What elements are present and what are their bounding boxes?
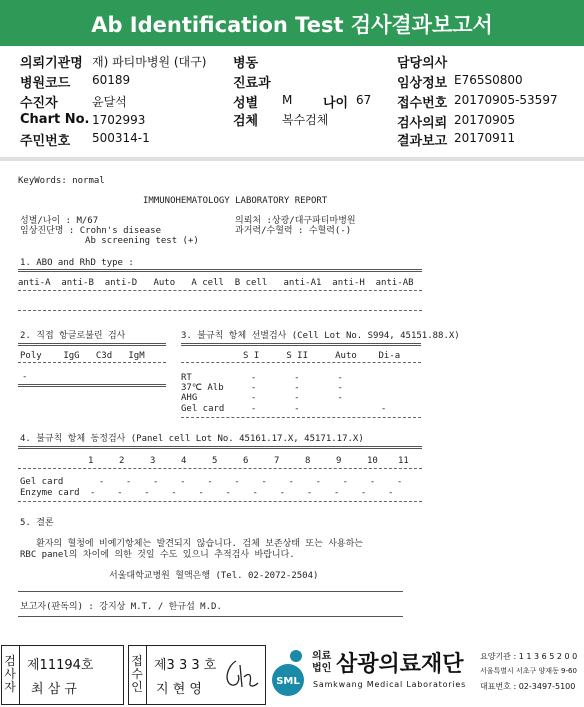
receipt-no-value: 20170905-53597 (454, 93, 558, 107)
inspector-name: 최 삼 규 (31, 682, 77, 697)
org-prefix-2: 법인 (312, 663, 332, 674)
section-1-rule-mid (18, 290, 422, 291)
sex-age-line: 성별/나이 : M/67 (20, 216, 99, 226)
section-2-rule-top (18, 343, 166, 346)
age-label: 나이 (323, 96, 349, 111)
section-4-rule-mid (18, 468, 422, 469)
specimen-value: 복수검체 (282, 113, 329, 127)
panel-cell-number: 5 (212, 456, 218, 466)
approver-char: 인 (131, 680, 143, 694)
reporter-rule-top (18, 591, 403, 592)
section-4-title: 4. 불규칙 항체 동정검사 (Panel cell Lot No. 45161.17.X, 45171.17.X) (20, 434, 364, 444)
title-bar (0, 0, 584, 46)
approver-char: 수 (131, 667, 143, 681)
panel-cell-number: 4 (181, 456, 187, 466)
panel-cell-number: 7 (274, 456, 280, 466)
section-1-rule-bottom (18, 310, 422, 311)
panel-cell-number: 8 (305, 456, 311, 466)
approver-char: 접 (131, 654, 143, 668)
institution-line: 서울대학교병원 혈액은행 (Tel. 02-2072-2504) (109, 571, 319, 581)
report-header (0, 46, 584, 161)
doctor-label: 담당의사 (397, 56, 448, 71)
panel-cell-number: 9 (336, 456, 342, 466)
section-4-row-values: - - - - - - - - - - - - (88, 477, 403, 487)
section-1-rule-top (18, 269, 422, 272)
clinical-info-label: 임상정보 (397, 76, 448, 91)
receipt-no-label: 접수번호 (397, 96, 448, 111)
panel-cell-number: 11 (398, 456, 409, 466)
resident-no-label: 주민번호 (20, 134, 71, 149)
section-3-row-label: AHG (181, 393, 198, 403)
facility-code: 요양기관 : 1 1 3 6 5 2 0 0 (480, 652, 578, 661)
panel-cell-number: 10 (367, 456, 378, 466)
hospital-label: 의뢰기관명 (20, 56, 83, 71)
approver-name: 지 현 영 (156, 682, 202, 697)
section-2-columns: Poly IgG C3d IgM (20, 351, 145, 361)
section-2-rule-bottom (18, 384, 166, 387)
section-3-rule-bottom (181, 417, 421, 418)
patient-label: 수진자 (20, 96, 58, 111)
section-3-row-label: RT (181, 373, 192, 383)
signature-icon (218, 657, 260, 691)
inspector-char: 사 (4, 667, 16, 681)
org-prefix-1: 의료 (312, 651, 332, 662)
report-date-value: 20170911 (454, 131, 516, 145)
section-3-row-label: Gel card (181, 404, 225, 414)
diagnosis-line-1: 임상진단명 : Crohn's disease (20, 226, 162, 236)
hospital-value: 재) 파티마병원 (대구) (92, 55, 207, 69)
sex-label: 성별 (233, 96, 259, 111)
section-3-columns: S I S II Auto Di-a (243, 351, 401, 361)
phone: 대표번호 : 02-3497-5100 (480, 682, 576, 691)
keywords: KeyWords: normal (18, 176, 105, 186)
report-body (0, 161, 584, 633)
footer (0, 645, 584, 707)
inspector-char: 자 (4, 680, 16, 694)
chart-no-label: Chart No. (20, 112, 90, 127)
request-date-label: 검사의뢰 (397, 116, 448, 131)
patient-value: 윤달석 (92, 95, 127, 109)
specimen-label: 검체 (233, 114, 259, 129)
section-3-row-values: - - - (240, 373, 343, 383)
hospital-code-label: 병원코드 (20, 76, 71, 91)
org-name: 삼광의료재단 (336, 652, 464, 677)
sex-value: M (282, 93, 293, 107)
sml-logo-icon (268, 648, 314, 700)
report-heading: IMMUNOHEMATOLOGY LABORATORY REPORT (143, 196, 328, 206)
report-date-label: 결과보고 (397, 134, 448, 149)
section-1-title: 1. ABO and RhD type : (20, 258, 134, 268)
age-value: 67 (356, 93, 372, 107)
section-3-row-values: - - - (240, 404, 387, 414)
panel-cell-number: 1 (88, 456, 94, 466)
page-title: Ab Identification Test 검사결과보고서 (91, 13, 493, 37)
svg-text:SML: SML (276, 676, 300, 687)
inspector-char: 검 (4, 654, 16, 668)
org-english-name: Samkwang Medical Laboratories (313, 680, 467, 689)
section-3-rule-top (181, 343, 421, 346)
reporter-rule-bottom (18, 616, 403, 617)
reporter-line: 보고자(판독의) : 강지상 M.T. / 한규섭 M.D. (20, 602, 222, 612)
section-4-rule-bottom (18, 501, 422, 502)
panel-cell-number: 2 (119, 456, 125, 466)
section-2-value: - (22, 372, 28, 382)
section-3-row-label: 37℃ Alb (181, 383, 224, 393)
panel-cell-number: 3 (150, 456, 156, 466)
requester-line: 의뢰처 :상광/대구파티마병원 (235, 216, 356, 226)
section-4-row-label: Enzyme card (20, 488, 80, 498)
panel-cell-number: 6 (243, 456, 249, 466)
department-label: 진료과 (233, 76, 271, 91)
section-2-rule-mid (18, 362, 166, 363)
section-4-rule-top (18, 446, 422, 449)
section-4-row-label: Gel card (20, 477, 64, 487)
request-date-value: 20170905 (454, 113, 516, 127)
clinical-info-value: E765S0800 (454, 73, 523, 87)
section-4-row-values: - - - - - - - - - - - - (90, 488, 394, 498)
hospital-code-value: 60189 (92, 73, 131, 87)
conclusion-line-2: RBC panel의 차이에 의한 것일 수도 있으니 추적검사 바랍니다. (20, 550, 295, 560)
resident-no-value: 500314-1 (92, 131, 150, 145)
section-2-title: 2. 직접 항글로불린 검사 (20, 331, 126, 341)
section-3-row-values: - - - (240, 383, 343, 393)
diagnosis-line-2: Ab screening test (+) (20, 236, 199, 246)
section-3-rule-mid (181, 362, 421, 363)
address: 서울특별시 서초구 양재동 9-60 (480, 667, 577, 675)
section-5-title: 5. 결론 (20, 518, 54, 528)
conclusion-line-1: 환자의 혈청에 비예기항체는 발견되지 않습니다. 검체 보존상태 또는 사용하는 (36, 539, 363, 549)
section-3-title: 3. 불규칙 항체 선별검사 (Cell Lot No. S994, 45151.88.X) (181, 331, 460, 341)
history-line: 과거력/수혈력 : 수혈력(-) (235, 226, 352, 236)
ward-label: 병동 (233, 56, 259, 71)
chart-no-value: 1702993 (92, 113, 146, 127)
section-3-row-values: - - - (240, 393, 343, 403)
approver-license-no: 제3 3 3 호 (154, 658, 217, 673)
inspector-license-no: 제11194호 (27, 658, 94, 673)
section-1-columns: anti-A anti-B anti-D Auto A cell B cell anti-A1 anti-H anti-AB (18, 278, 414, 288)
